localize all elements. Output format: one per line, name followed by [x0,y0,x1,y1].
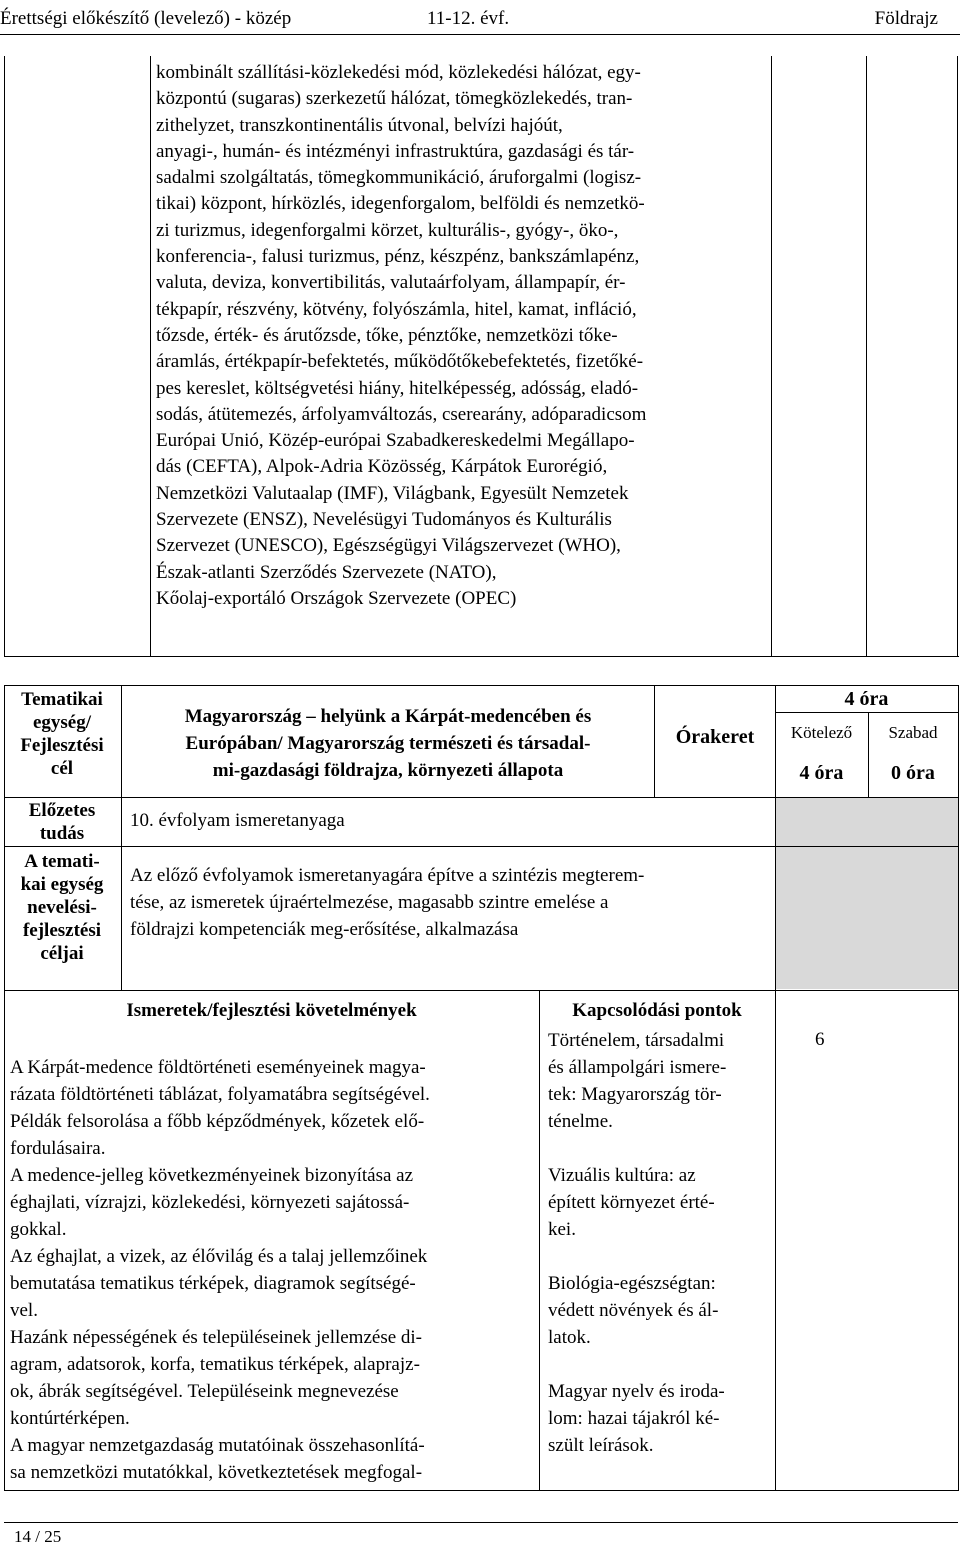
requirement-line: Hazánk népességének és településeinek jellemzése di- [10,1327,423,1348]
prior-knowledge-label: Előzetes tudás [28,800,96,844]
connection-line: épített környezet érté- [548,1192,715,1213]
grid-line [121,685,122,990]
keywords-block [156,60,770,612]
requirement-line: agram, adatsorok, korfa, tematikus térképek, alaprajz- [10,1354,420,1375]
connection-line: szült leírások. [548,1435,654,1456]
keyword-line: pes kereslet, költségvetési hiány, hitelképesség, adósság, eladó- [156,377,639,399]
keyword-line: Kőolaj-exportáló Országok Szervezete (OPEC) [156,587,517,609]
table-divider [866,56,867,656]
keyword-line: sadalmi szolgáltatás, tömegkommunikáció, áruforgalmi (logisz- [156,167,642,189]
keyword-line: tőzsde, érték- és árutőzsde, tőke, pénztőke, nemzetközi tőke- [156,324,618,346]
requirement-line: A medence-jelleg következményeinek bizonyítása az [10,1165,414,1186]
goals-text: Az előző évfolyamok ismeretanyagára építve a szintézis megterem- tése, az ismeretek újraértelmezése, magasabb szintre emelése a földrajzi kompetenciák meg-erősítése, alkalmazása [130,865,645,940]
prior-knowledge-text: 10. évfolyam ismeretanyaga [130,810,345,831]
connection-line: ténelme. [548,1111,613,1132]
keyword-line: konferencia-, falusi turizmus, pénz, készpénz, bankszámlapénz, [156,246,640,268]
page-number: 14 / 25 [14,1527,62,1546]
requirement-line: éghajlati, vízrajzi, közlekedési, környezeti sajátossá- [10,1192,410,1213]
grid-line [4,846,958,847]
keyword-line: kombinált szállítási-közlekedési mód, közlekedési hálózat, egy- [156,62,641,83]
requirements-list [10,1054,535,1486]
keyword-line: sodás, átütemezés, árfolyamváltozás, cserearány, adóparadicsom [156,403,647,425]
keyword-line: tékpapír, részvény, kötvény, folyószámla, hitel, kamat, infláció, [156,298,637,320]
requirement-line: bemutatása tematikus térképek, diagramok segítségé- [10,1273,416,1294]
connection-line: védett növények és ál- [548,1300,719,1321]
keyword-line: Szervezet (UNESCO), Egészségügyi Világszervezet (WHO), [156,535,621,557]
header-subject: Földrajz [874,8,938,29]
grid-line [775,712,958,713]
grid-line [4,990,958,991]
connection-line: tek: Magyarország tör- [548,1084,722,1105]
keyword-line: tikai) központ, hírközlés, idegenforgalom, belföldi és nemzetkö- [156,193,645,215]
connections-list [548,1027,773,1459]
connection-line: Történelem, társadalmi [548,1030,725,1051]
optional-hours: 0 óra [891,762,935,784]
requirement-line: A magyar nemzetgazdaság mutatóinak összehasonlítá- [10,1435,425,1456]
requirement-line: Példák felsorolása a főbb képződmények, kőzetek elő- [10,1111,425,1132]
unit-label: Tematikai egység/ Fejlesztési cél [20,689,104,779]
connection-line: latok. [548,1327,591,1348]
keyword-line: áramlás, értékpapír-befektetés, működőtőkebefektetés, fizetőké- [156,351,644,373]
keyword-line: Nemzetközi Valutaalap (IMF), Világbank, Egyesült Nemzetek [156,482,629,504]
connection-line: lom: hazai tájakról ké- [548,1408,720,1429]
requirement-line: A Kárpát-medence földtörténeti eseményeinek magya- [10,1057,426,1078]
keyword-line: Európai Unió, Közép-európai Szabadkereskedelmi Megállapo- [156,430,635,452]
unit-title: Magyarország – helyünk a Kárpát-medencében és Európában/ Magyarország természeti és társadal- mi-gazdasági földrajza, környezeti állapota [184,706,592,781]
keyword-line: Észak-atlanti Szerződés Szervezete (NATO), [156,561,497,583]
requirement-line: kontúrtérképen. [10,1408,130,1429]
requirement-line: rázata földtörténeti táblázat, folyamatábra segítségével. [10,1084,430,1105]
requirement-line: Az éghajlat, a vizek, az élővilág és a talaj jellemzőinek [10,1246,428,1267]
hours-total: 4 óra [844,688,889,710]
connection-line: kei. [548,1219,576,1240]
requirement-line: sa nemzetközi mutatókkal, következtetések megfogal- [10,1462,423,1483]
grid-line [4,797,958,798]
grid-line [539,990,540,1491]
hours-count: 6 [815,1029,825,1050]
keyword-line: Szervezete (ENSZ), Nevelésügyi Tudományos és Kulturális [156,509,612,531]
connection-line: Biológia-egészségtan: [548,1273,716,1294]
requirement-line: vel. [10,1300,38,1321]
requirements-heading: Ismeretek/fejlesztési követelmények [126,1000,417,1021]
requirement-line: gokkal. [10,1219,67,1240]
page-header [0,8,960,34]
table-divider [771,56,772,656]
hours-frame-label: Órakeret [675,726,755,748]
keyword-line: központú (sugaras) szerkezetű hálózat, tömegközlekedés, tran- [156,88,633,110]
grid-line [775,685,776,1491]
optional-label: Szabad [888,723,938,742]
keyword-line: anyagi-, humán- és intézményi infrastruktúra, gazdasági és tár- [156,140,635,162]
header-course: Érettségi előkészítő (levelező) - közép [0,8,292,29]
connection-line: és állampolgári ismere- [548,1057,727,1078]
keyword-line: valuta, deviza, konvertibilitás, valutaárfolyam, állampapír, ér- [156,272,626,294]
keyword-line: dás (CEFTA), Alpok-Adria Közösség, Kárpátok Eurorégió, [156,456,608,478]
connection-line: Magyar nyelv és iroda- [548,1381,725,1402]
keyword-line: zi turizmus, idegenforgalmi körzet, kulturális-, gyógy-, öko-, [156,219,619,241]
mandatory-hours: 4 óra [799,762,844,784]
goals-label: A temati- kai egység nevelési- fejlesztési céljai [20,851,104,964]
connection-line: Vizuális kultúra: az [548,1165,696,1186]
connections-heading: Kapcsolódási pontok [572,1000,742,1021]
mandatory-label: Kötelező [790,723,853,742]
header-grade: 11-12. évf. [427,8,510,29]
requirement-line: ok, ábrák segítségével. Településeink megnevezése [10,1381,399,1402]
header-rule [0,34,960,35]
table-divider [957,56,958,656]
keyword-line: zithelyzet, transzkontinentális útvonal, belvízi hajóút, [156,114,563,136]
table-divider [150,56,151,656]
requirement-line: fordulásaira. [10,1138,106,1159]
footer-rule [4,1522,958,1523]
